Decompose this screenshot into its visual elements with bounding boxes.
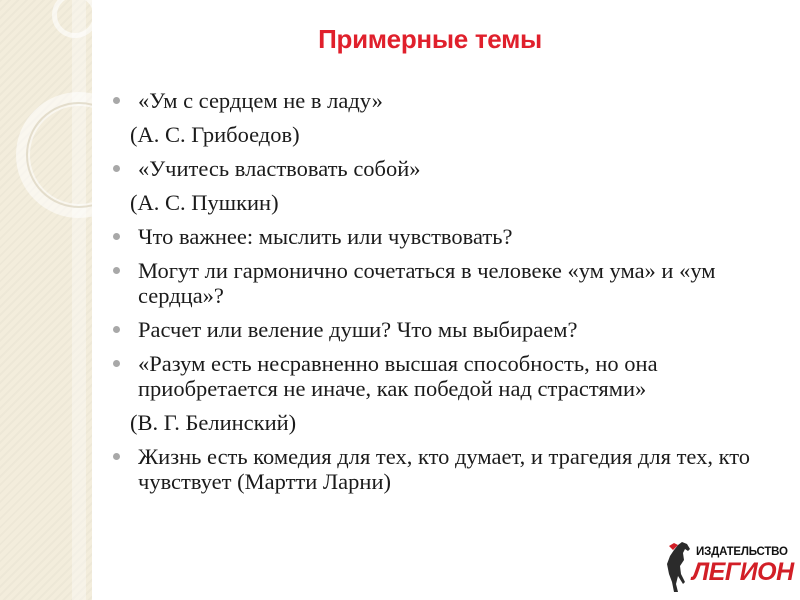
list-item [110, 224, 780, 249]
list-item-attribution: (В. Г. Белинский) [130, 410, 297, 435]
bullet-icon [113, 97, 120, 104]
list-item-text: Что важнее: мыслить или чувствовать? [138, 224, 513, 249]
bullet-icon [113, 233, 120, 240]
logo-publisher-label: ИЗДАТЕЛЬСТВО [696, 546, 788, 558]
bullet-icon [113, 326, 120, 333]
list-item [110, 258, 780, 308]
list-item [110, 444, 780, 494]
topics-list [110, 88, 780, 503]
publisher-logo [660, 540, 794, 596]
list-item [110, 88, 780, 113]
list-item-text: «Разум есть несравненно высшая способность, но она приобретается не иначе, как победой над страстями» [138, 351, 658, 401]
bullet-icon [113, 360, 120, 367]
list-item-text: Могут ли гармонично сочетаться в человеке «ум ума» и «ум сердца»? [138, 258, 716, 308]
decorative-side-band [0, 0, 92, 600]
bullet-icon [113, 165, 120, 172]
list-item-attribution: (А. С. Пушкин) [130, 190, 279, 215]
list-item [110, 351, 780, 401]
logo-brand-name: ЛЕГИОН [692, 558, 794, 586]
list-item [110, 156, 780, 181]
bullet-icon [113, 267, 120, 274]
slide-title: Примерные темы [318, 24, 542, 54]
horse-icon [660, 540, 694, 594]
list-item-text: «Ум с сердцем не в ладу» [138, 88, 383, 113]
list-item-text: Расчет или веление души? Что мы выбираем? [138, 317, 578, 342]
bullet-icon [113, 453, 120, 460]
list-item-attribution: (А. С. Грибоедов) [130, 122, 300, 147]
list-item [110, 317, 780, 342]
side-band-stripe [72, 0, 86, 600]
list-item-text: «Учитесь властвовать собой» [138, 156, 421, 181]
list-item-text: Жизнь есть комедия для тех, кто думает, и трагедия для тех, кто чувствует (Мартти Ларни) [138, 444, 751, 494]
